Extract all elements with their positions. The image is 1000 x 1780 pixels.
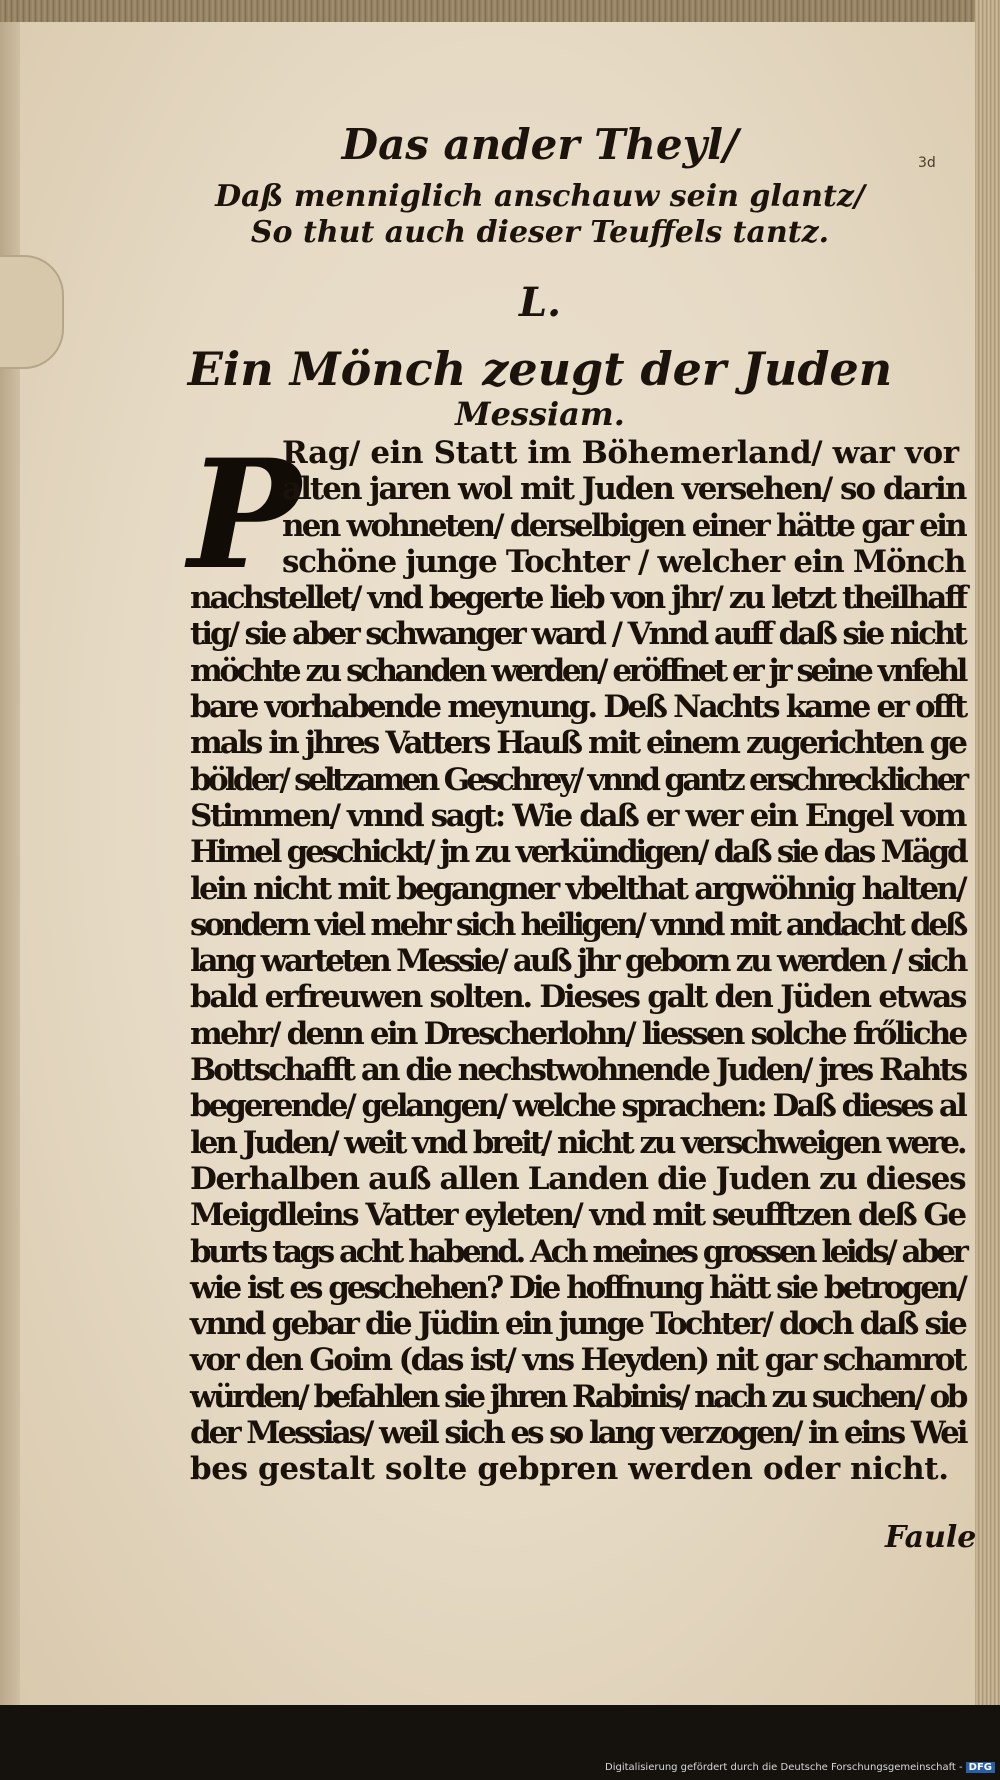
text-line: begerende/ gelangen/ welche sprachen: Daß dieses al [190,1088,965,1125]
text-line: len Juden/ weit vnd breit/ nicht zu verschweigen were. [190,1124,965,1161]
page-tab-marker [0,255,64,369]
text-line: Meigdleins Vatter eyleten/ vnd mit seufftzen deß Ge [190,1197,965,1234]
drop-capital: P [188,427,301,603]
page-mark: 3d [918,155,936,171]
chapter-title-line-1: Ein Mönch zeugt der Juden [187,342,893,396]
dfg-logo: DFG [966,1762,995,1773]
verse-line-2: So thut auch dieser Teuffels tantz. [250,215,830,250]
text-line: schöne junge Tochter / welcher ein Mönch [282,543,966,580]
chapter-title-line-2: Messiam. [455,395,625,433]
text-line: bald erfreuwen solten. Dieses galt den Jüden etwas [190,979,966,1016]
text-line: bölder/ seltzamen Geschrey/ vnnd gantz erschrecklicher [190,761,966,798]
header-block [187,100,970,433]
text-line: nen wohneten/ derselbigen einer hätte gar ein [282,507,965,544]
text-line: alten jaren wol mit Juden versehen/ so darin [282,471,966,508]
page-right-edge [975,0,1000,1705]
text-line: möchte zu schanden werden/ eröffnet er jr seine vnfehl [190,652,965,689]
text-line: bare vorhabende meynung. Deß Nachts kame er offt [190,689,966,726]
text-line: würden/ befahlen sie jhren Rabinis/ nach zu suchen/ ob [190,1378,965,1415]
part-title: Das ander Theyl/ [341,120,739,169]
text-line: vor den Goim (das ist/ vns Heyden) nit gar schamrot [190,1342,965,1379]
text-line: Rag/ ein Statt im Böhemerland/ war vor [282,435,959,471]
digitization-credit [600,1762,995,1773]
text-line: mehr/ denn ein Drescherlohn/ liessen solche frőliche [190,1015,966,1052]
text-line: vnnd gebar die Jüdin ein junge Tochter/ doch daß sie [190,1306,966,1343]
body-text [188,427,966,1488]
verse-line-1: Daß menniglich anschauw sein glantz/ [215,179,865,214]
text-line: mals in jhres Vatters Hauß mit einem zugerichten ge [190,725,966,762]
text-line: tig/ sie aber schwanger ward / Vnnd auff daß sie nicht [190,616,965,653]
text-line: der Messias/ weil sich es so lang verzogen/ in eins Wei [190,1415,966,1452]
credit-text: Digitalisierung gefördert durch die Deutsche Forschungsgemeinschaft - [605,1762,963,1773]
text-line: nachstellet/ vnd begerte lieb von jhr/ zu letzt theilhaff [190,580,966,617]
text-line: sondern viel mehr sich heiligen/ vnnd mit andacht deß [190,906,965,943]
text-line: wie ist es geschehen? Die hoffnung hätt sie betrogen/ [190,1269,965,1306]
text-line: Bottschafft an die nechstwohnende Juden/ jres Rahts [190,1052,966,1089]
text-line: lang warteten Messie/ auß jhr geborn zu werden / sich [190,943,966,980]
text-line: Derhalben auß allen Landen die Juden zu dieses [190,1160,966,1197]
text-line: Himel geschickt/ jn zu verkündigen/ daß sie das Mägd [190,834,966,871]
page-top-edge [0,0,975,22]
text-line: burts tags acht habend. Ach meines grossen leids/ aber [190,1233,966,1270]
chapter-number: L. [518,279,562,326]
text-line: lein nicht mit begangner vbelthat argwöhnig halten/ [190,870,965,907]
text-line: Stimmen/ vnnd sagt: Wie daß er wer ein Engel vom [190,797,966,834]
text-line: bes gestalt solte gebpren werden oder nicht. [190,1451,949,1488]
catchword: Faule [885,1520,977,1555]
